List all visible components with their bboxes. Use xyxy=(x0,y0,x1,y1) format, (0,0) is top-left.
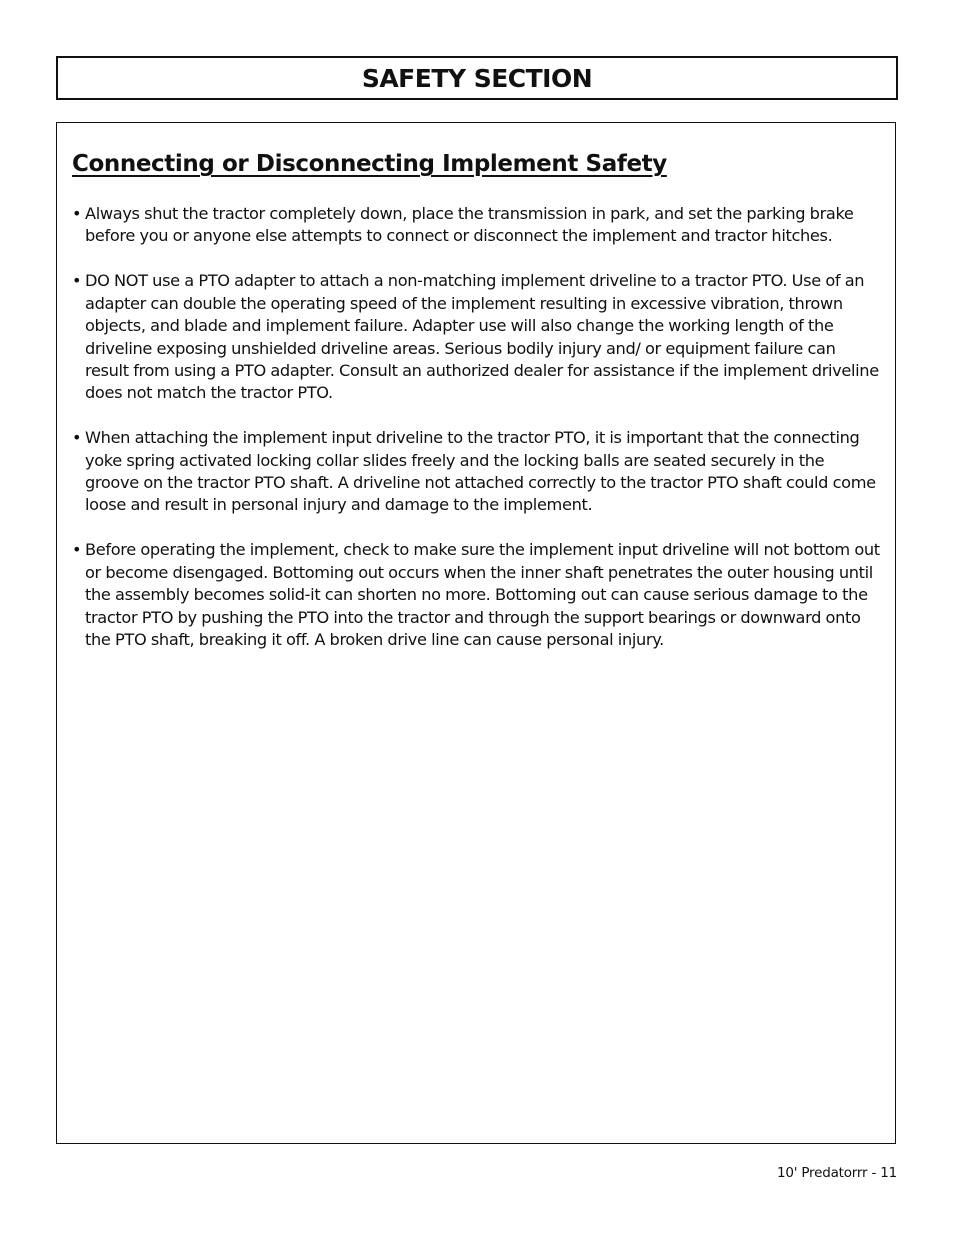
bullet-item xyxy=(72,203,880,248)
bullet-text: Before operating the implement, check to make sure the implement input driveline will not bottom out or become disengaged. Bottoming out occurs when the inner shaft penetrates the outer housing until the assembly becomes solid-it can shorten no more. Bottoming out can cause serious damage to the tractor PTO by pushing the PTO into the tractor and through the support bearings or downward onto the PTO shaft, breaking it off. A broken drive line can cause personal injury. xyxy=(85,540,880,649)
bullet-dot: • xyxy=(72,204,82,223)
bullet-item xyxy=(72,270,880,404)
bullet-dot: • xyxy=(72,540,82,560)
section-header-box xyxy=(56,56,898,100)
bullet-text: Always shut the tractor completely down, place the transmission in park, and set the parking brake before you or anyone else attempts to connect or disconnect the implement and tractor hitches. xyxy=(85,204,854,246)
bullet-item xyxy=(72,539,880,651)
bullet-list xyxy=(72,203,880,674)
bullet-dot: • xyxy=(72,428,82,448)
content-heading: Connecting or Disconnecting Implement Safety xyxy=(72,151,667,177)
bullet-text: When attaching the implement input driveline to the tractor PTO, it is important that the connecting yoke spring activated locking collar slides freely and the locking balls are seated securely in the groove on the tractor PTO shaft. A driveline not attached correctly to the tractor PTO shaft could come loose and result in personal injury and damage to the implement. xyxy=(85,428,876,515)
page-footer: 10' Predatorrr - 11 xyxy=(776,1165,897,1181)
bullet-text: DO NOT use a PTO adapter to attach a non-matching implement driveline to a tractor PTO. Use of an adapter can double the operating speed of the implement resulting in excessive vibration, thrown objects, and blade and implement failure. Adapter use will also change the working length of the driveline exposing unshielded driveline areas. Serious bodily injury and/ or equipment failure can result from using a PTO adapter. Consult an authorized dealer for assistance if the implement driveline does not match the tractor PTO. xyxy=(85,271,879,403)
bullet-item xyxy=(72,427,880,517)
bullet-dot: • xyxy=(72,271,82,291)
content-box xyxy=(56,122,896,1144)
section-title: SAFETY SECTION xyxy=(361,63,593,93)
